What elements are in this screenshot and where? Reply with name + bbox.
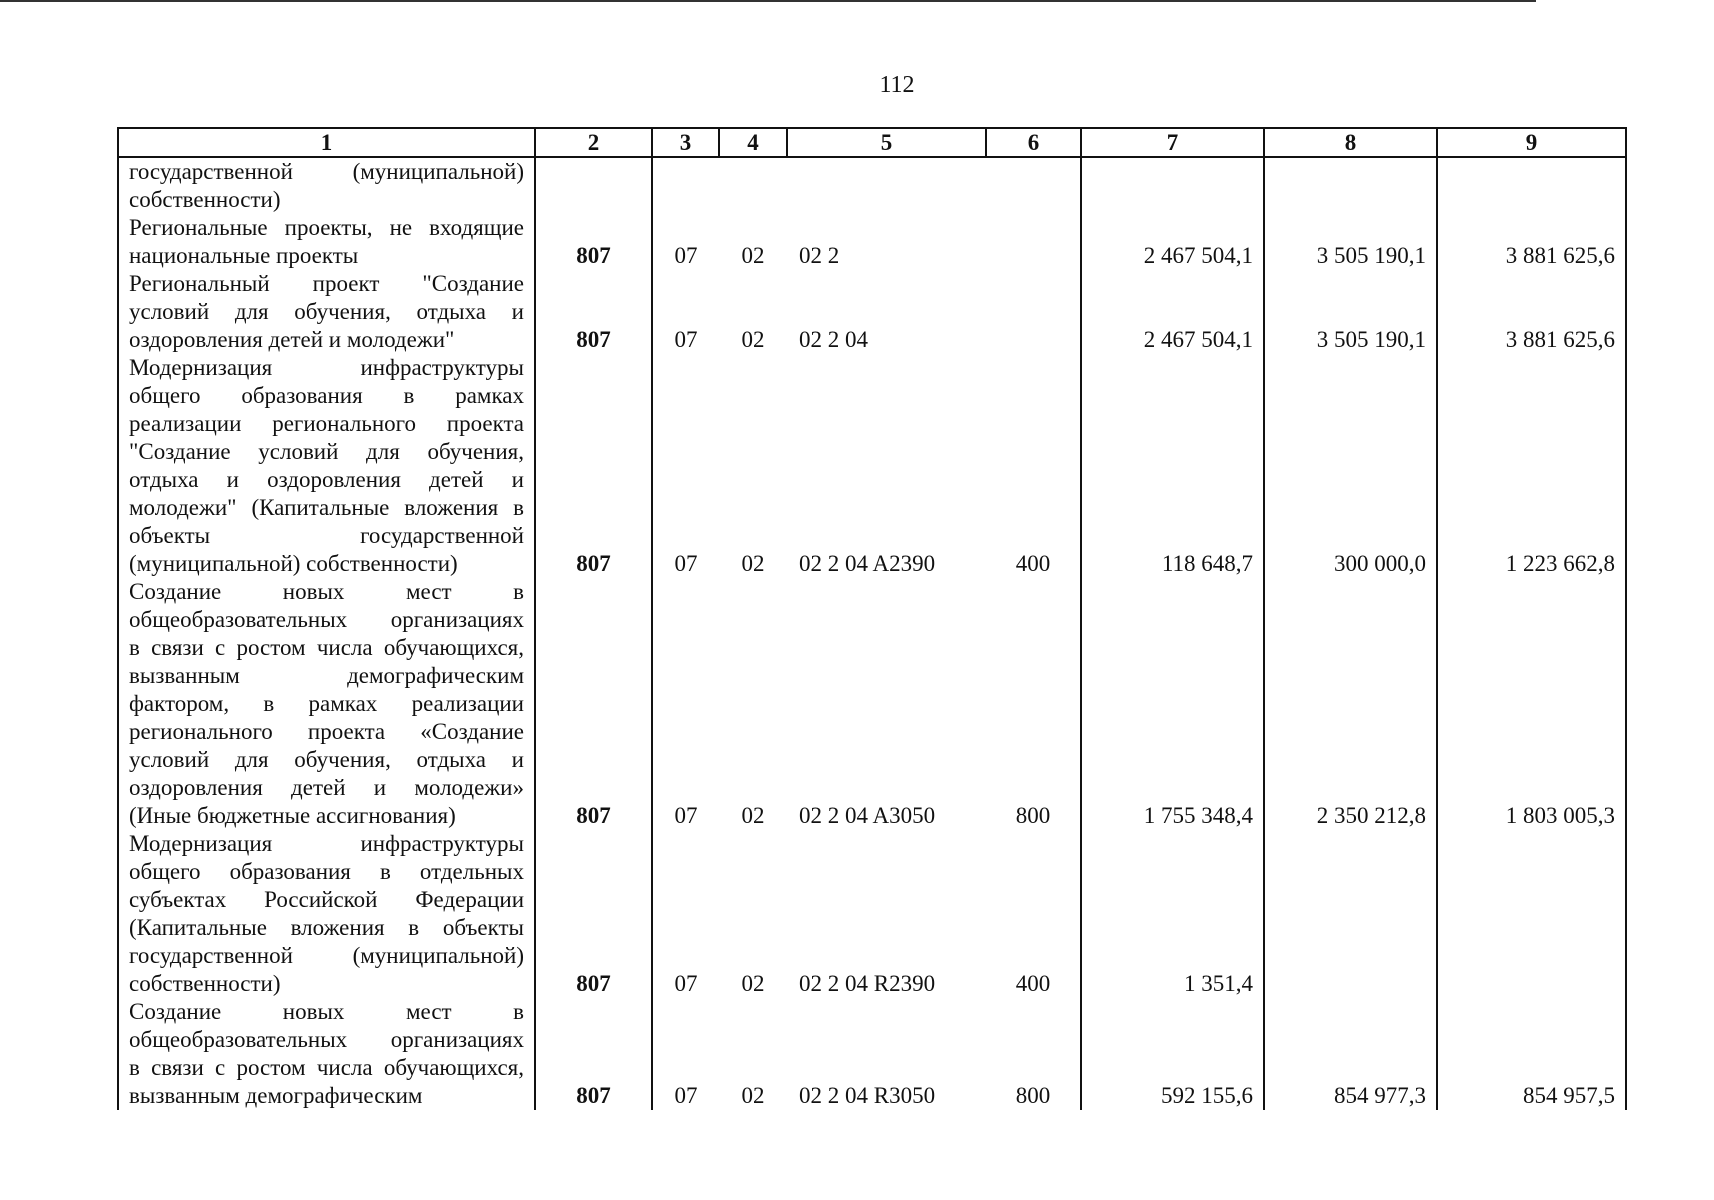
- description-line: собственности): [129, 971, 281, 996]
- description-line: государственной (муниципальной): [129, 943, 524, 968]
- column-header-9: 9: [1437, 128, 1626, 157]
- chapter-code: 807: [535, 354, 652, 578]
- chapter-code: 807: [535, 214, 652, 270]
- description-line: общего образования в рамках: [129, 383, 524, 408]
- amount-year-1: 1 755 348,4: [1081, 578, 1264, 830]
- row-description: [118, 157, 535, 214]
- description-line: условий для обучения, отдыха и: [129, 747, 524, 772]
- description-line: субъектах Российской Федерации: [129, 887, 524, 912]
- section-code: 07: [674, 971, 698, 996]
- amount-year-3: 3 881 625,6: [1437, 214, 1626, 270]
- column-header-8: 8: [1264, 128, 1437, 157]
- table-row: [118, 157, 1626, 214]
- amount-year-2: 3 505 190,1: [1264, 270, 1437, 354]
- description-line: оздоровления детей и молодежи»: [129, 775, 524, 800]
- description-line: Модернизация инфраструктуры: [129, 355, 524, 380]
- table-row: [118, 214, 1626, 270]
- target-article-code: 02 2 04 A3050: [799, 803, 936, 828]
- column-header-5: 5: [787, 128, 986, 157]
- expense-type-code: [986, 214, 1081, 270]
- amount-year-1: 592 155,6: [1081, 998, 1264, 1110]
- description-line: отдыха и оздоровления детей и: [129, 467, 524, 492]
- description-line: (муниципальной) собственности): [129, 551, 458, 576]
- expense-type-code: [986, 157, 1081, 214]
- chapter-code: 807: [535, 578, 652, 830]
- column-header-2: 2: [535, 128, 652, 157]
- row-description: [118, 578, 535, 830]
- description-line: национальные проекты: [129, 243, 359, 268]
- amount-year-2: 300 000,0: [1264, 354, 1437, 578]
- section-code: [652, 157, 719, 214]
- subsection-code: 02: [741, 327, 765, 352]
- amount-year-2: 3 505 190,1: [1264, 214, 1437, 270]
- chapter-code: 807: [535, 830, 652, 998]
- description-line: объекты государственной: [129, 523, 524, 548]
- section-code: 07: [674, 551, 698, 576]
- expense-type-code: 400: [1015, 971, 1051, 996]
- description-line: "Создание условий для обучения,: [129, 439, 524, 464]
- amount-year-1: 2 467 504,1: [1081, 214, 1264, 270]
- description-line: фактором, в рамках реализации: [129, 691, 524, 716]
- description-line: государственной (муниципальной): [129, 159, 524, 184]
- column-header-1: 1: [118, 128, 535, 157]
- amount-year-3: [1437, 830, 1626, 998]
- amount-year-2: [1264, 830, 1437, 998]
- row-description: [118, 354, 535, 578]
- amount-year-3: 854 957,5: [1437, 998, 1626, 1110]
- target-article-code: 02 2 04 R3050: [799, 1083, 936, 1108]
- budget-table: [117, 127, 1627, 1110]
- description-line: общеобразовательных организациях: [129, 607, 524, 632]
- chapter-code: 807: [535, 270, 652, 354]
- subsection-code: 02: [741, 1083, 765, 1108]
- description-line: Модернизация инфраструктуры: [129, 831, 524, 856]
- table-row: [118, 998, 1626, 1110]
- expense-type-code: 800: [1015, 803, 1051, 828]
- section-code: 07: [674, 803, 698, 828]
- amount-year-1: 118 648,7: [1081, 354, 1264, 578]
- subsection-code: 02: [741, 971, 765, 996]
- description-line: вызванным демографическим: [129, 1083, 423, 1108]
- column-header-7: 7: [1081, 128, 1264, 157]
- description-line: вызванным демографическим: [129, 663, 524, 688]
- column-header-6: 6: [986, 128, 1081, 157]
- column-header-3: 3: [652, 128, 719, 157]
- description-line: Создание новых мест в: [129, 579, 524, 604]
- target-article-code: 02 2 04: [799, 327, 868, 352]
- column-header-4: 4: [719, 128, 787, 157]
- amount-year-3: 1 223 662,8: [1437, 354, 1626, 578]
- description-line: Создание новых мест в: [129, 999, 524, 1024]
- row-description: [118, 270, 535, 354]
- amount-year-1: [1081, 157, 1264, 214]
- description-line: реализации регионального проекта: [129, 411, 524, 436]
- expense-type-code: [986, 270, 1081, 354]
- row-description: [118, 998, 535, 1110]
- row-description: [118, 214, 535, 270]
- description-line: Региональные проекты, не входящие: [129, 215, 524, 240]
- description-line: регионального проекта «Создание: [129, 719, 524, 744]
- section-code: 07: [674, 243, 698, 268]
- target-article-code: [787, 157, 986, 214]
- table-body: [118, 157, 1626, 1110]
- amount-year-1: 2 467 504,1: [1081, 270, 1264, 354]
- section-code: 07: [674, 1083, 698, 1108]
- subsection-code: 02: [741, 551, 765, 576]
- expense-type-code: 400: [1015, 551, 1051, 576]
- description-line: условий для обучения, отдыха и: [129, 299, 524, 324]
- description-line: общего образования в отдельных: [129, 859, 524, 884]
- table-row: [118, 830, 1626, 998]
- amount-year-3: 1 803 005,3: [1437, 578, 1626, 830]
- subsection-code: [719, 157, 787, 214]
- amount-year-2: [1264, 157, 1437, 214]
- description-line: собственности): [129, 187, 281, 212]
- expense-type-code: 800: [1015, 1083, 1051, 1108]
- header-row: [118, 128, 1626, 157]
- amount-year-2: 854 977,3: [1264, 998, 1437, 1110]
- amount-year-2: 2 350 212,8: [1264, 578, 1437, 830]
- table-row: [118, 270, 1626, 354]
- table-row: [118, 578, 1626, 830]
- description-line: (Капитальные вложения в объекты: [129, 915, 524, 940]
- description-line: в связи с ростом числа обучающихся,: [129, 635, 524, 660]
- row-description: [118, 830, 535, 998]
- section-code: 07: [674, 327, 698, 352]
- amount-year-3: [1437, 157, 1626, 214]
- subsection-code: 02: [741, 803, 765, 828]
- description-line: молодежи" (Капитальные вложения в: [129, 495, 524, 520]
- subsection-code: 02: [741, 243, 765, 268]
- target-article-code: 02 2: [799, 243, 840, 268]
- top-rule: [0, 0, 1536, 2]
- target-article-code: 02 2 04 R2390: [799, 971, 936, 996]
- target-article-code: 02 2 04 A2390: [799, 551, 936, 576]
- chapter-code: [535, 157, 652, 214]
- amount-year-3: 3 881 625,6: [1437, 270, 1626, 354]
- description-line: общеобразовательных организациях: [129, 1027, 524, 1052]
- page-number: 112: [879, 72, 915, 98]
- amount-year-1: 1 351,4: [1081, 830, 1264, 998]
- table-row: [118, 354, 1626, 578]
- chapter-code: 807: [535, 998, 652, 1110]
- description-line: (Иные бюджетные ассигнования): [129, 803, 456, 828]
- description-line: оздоровления детей и молодежи": [129, 327, 455, 352]
- description-line: в связи с ростом числа обучающихся,: [129, 1055, 524, 1080]
- description-line: Региональный проект "Создание: [129, 271, 524, 296]
